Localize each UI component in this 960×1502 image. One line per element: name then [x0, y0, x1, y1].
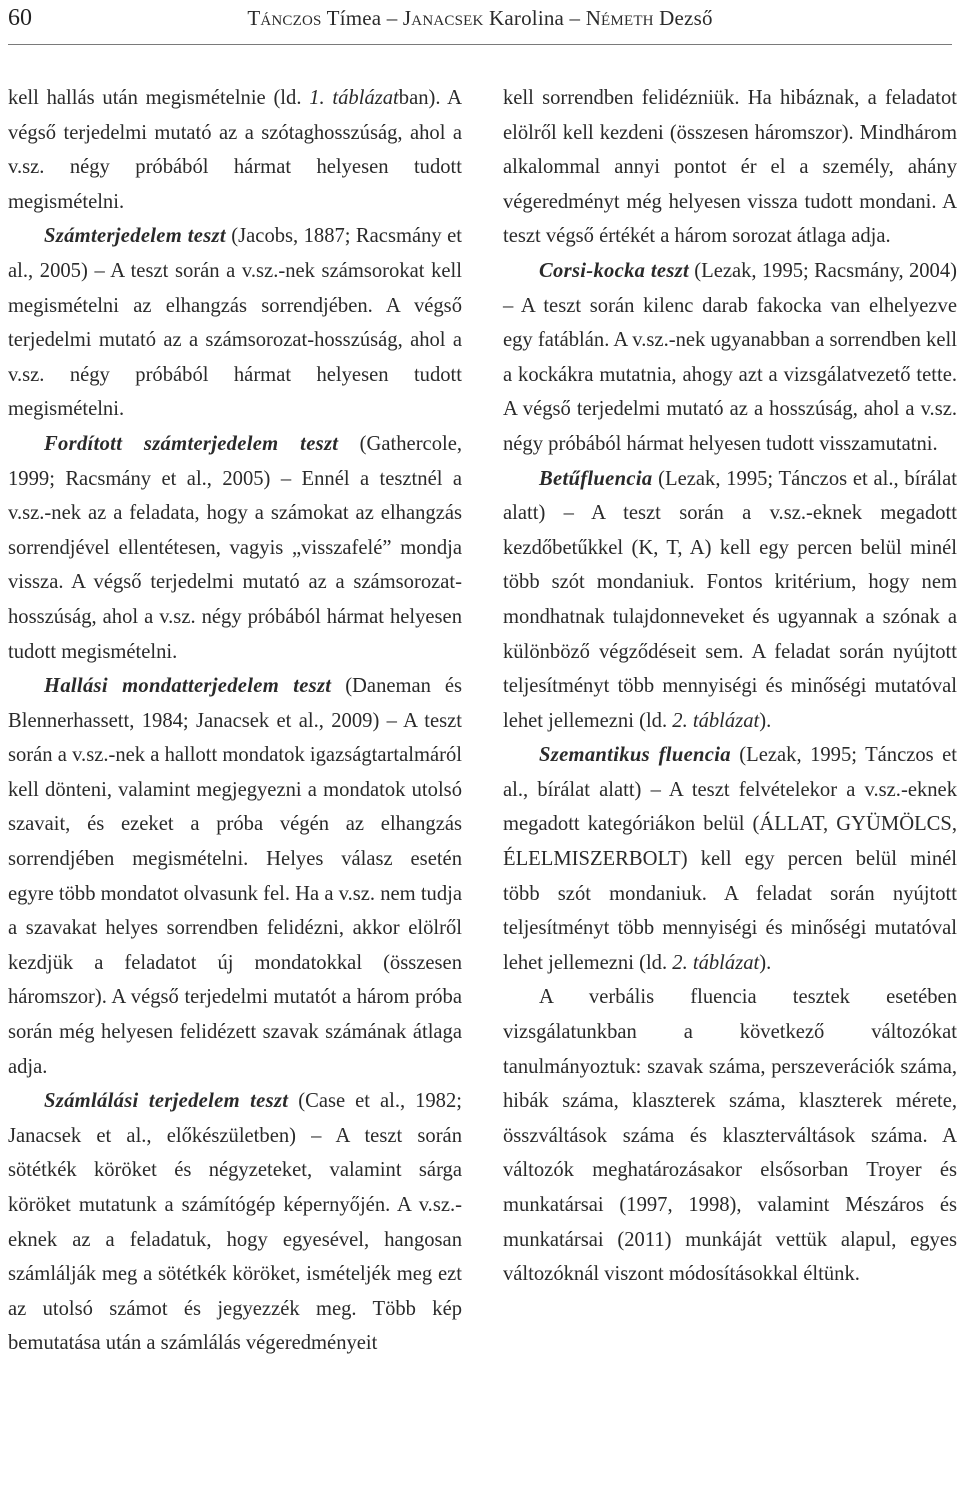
table-reference: 1. táblázat [309, 87, 399, 109]
paragraph-continuation: kell sorrendben felidézniük. Ha hibáznak, a feladatot elölről kell kezdeni (összesen háromszor). Mindhárom alkalommal annyi pontot ér el a személy, ahány végeredményt még helyesen vissza tudott mondani. A teszt végső értékét a három sorozat átlaga adja. [503, 87, 957, 248]
test-name: Szemantikus fluencia [539, 744, 731, 767]
table-reference: 2. táblázat [672, 951, 760, 974]
author-3: Németh Dezső [585, 6, 713, 30]
paragraph-counting-span: Számlálási terjedelem teszt (Case et al., 1982; Janacsek et al., előkészületben) – A teszt során sötétkék köröket és négyzeteket, valamint sárga köröket mutatunk a számítógép képernyőjén. A v.sz.-eknek az a feladatuk, hogy egyesével, hangosan számlálják meg a sötétkék köröket, ismételjék meg ezt az utolsó számot és jegyezzék meg. Több kép bemutatása után a számlálás végeredményeit [8, 1090, 462, 1355]
paragraph-fluency-variables: A verbális fluencia tesztek esetében vizsgálatunkban a következő változókat tanulmányoztuk: szavak száma, perszeverációk száma, hibák száma, klaszterek száma, klaszterek mérete, összváltások száma és klaszterváltások száma. A változók meghatározásakor elsősorban Troyer és munkatársai (1997, 1998), valamint Mészáros és munkatársai (2011) munkáját vettük alapul, egyes változóknál viszont módosításokkal éltünk. [503, 986, 957, 1286]
test-name: Hallási mondatterjedelem teszt [44, 675, 332, 698]
paragraph-corsi: Corsi-kocka teszt (Lezak, 1995; Racsmány, 2004) – A teszt során kilenc darab fakocka van elhelyezve egy fatáblán. A v.sz.-nek ugyanabban a sorrendben kell a kockákra mutatnia, ahogy azt a vizsgálatvezető tette. A végső terjedelmi mutató az a hosszúság, ahol a v.sz. négy próbából hármat helyesen tudott visszamutatni. [503, 259, 957, 455]
paragraph-backward-digit-span: Fordított számterjedelem teszt (Gathercole, 1999; Racsmány et al., 2005) – Ennél a tesztnél a v.sz.-nek az a feladata, hogy a számokat az elhangzás sorrendjével ellentétesen, vagyis „visszafelé” mondja vissza. A végső terjedelmi mutató az a számsorozat-hosszúság, ahol a v.sz. négy próbából hármat helyesen tudott megismételni. [8, 432, 463, 663]
right-column [503, 81, 957, 1292]
paragraph-semantic-fluency: Szemantikus fluencia (Lezak, 1995; Tánczos et al., bírálat alatt) – A teszt felvételekor a v.sz.-eknek megadott kategóriákon belül (ÁLLAT, GYÜMÖLCS, ÉLELMISZERBOLT) kell egy percen belül minél több szót mondaniuk. A feladat során nyújtott teljesítményt több mennyiségi és minőségi mutatóval lehet jellemezni (ld. 2. táblázat). [503, 744, 957, 974]
paragraph-listening-span: Hallási mondatterjedelem teszt (Daneman és Blennerhassett, 1984; Janacsek et al., 2009) – A teszt során a v.sz.-nek a hallott mondatok igazságtartalmáról kell dönteni, valamint megjegyezni a mondatok utolsó szavait, és ezeket a próba végén az elhangzás sorrendjében megismételni. Helyes válasz esetén egyre több mondatot olvasunk fel. Ha a v.sz. nem tudja a szavakat helyes sorrendben felidézni, akkor elölről kezdjük a feladatot új mondatokkal (összesen háromszor). A végső terjedelmi mutatót a három próba során még helyesen felidézett szavak számának átlaga adja. [8, 675, 462, 1078]
test-name: Fordított számterjedelem teszt [44, 432, 339, 455]
paragraph-digit-span: Számterjedelem teszt (Jacobs, 1887; Racsmány et al., 2005) – A teszt során a v.sz.-nek számsorokat kell megismételni az elhangzás sorrendjében. A végső terjedelmi mutató az a számsorozat-hosszúság, ahol a v.sz. négy próbából hármat helyesen tudott megismételni. [8, 225, 462, 421]
author-1: Tánczos Tímea [247, 6, 382, 30]
header-rule [8, 44, 952, 45]
paragraph-continuation: kell hallás után megismételnie (ld. 1. táblázatban). A végső terjedelmi mutató az a szótaghosszúság, ahol a v.sz. négy próbából hármat helyesen tudott megismételni. [8, 87, 463, 213]
test-name: Számterjedelem teszt [44, 225, 226, 248]
test-name: Corsi-kocka teszt [539, 259, 689, 282]
author-line: Tánczos Tímea – Janacsek Karolina – Németh Dezső [247, 6, 713, 30]
page-number: 60 [8, 5, 32, 31]
test-name: Betűfluencia [539, 467, 653, 490]
author-2: Janacsek Karolina [402, 6, 565, 30]
left-column [8, 81, 462, 1361]
running-header [8, 0, 952, 40]
paragraph-letter-fluency: Betűfluencia (Lezak, 1995; Tánczos et al., bírálat alatt) – A teszt során a v.sz.-eknek megadott kezdőbetűkkel (K, T, A) kell egy percen belül minél több szót mondaniuk. Fontos kritérium, hogy nem mondhatnak tulajdonneveket és ugyannak a szónak a különböző végződéseit sem. A feladat során nyújtott teljesítményt több mennyiségi és minőségi mutatóval lehet jellemezni (ld. 2. táblázat). [503, 467, 957, 732]
table-reference: 2. táblázat [672, 709, 760, 732]
test-name: Számlálási terjedelem teszt [44, 1090, 289, 1113]
